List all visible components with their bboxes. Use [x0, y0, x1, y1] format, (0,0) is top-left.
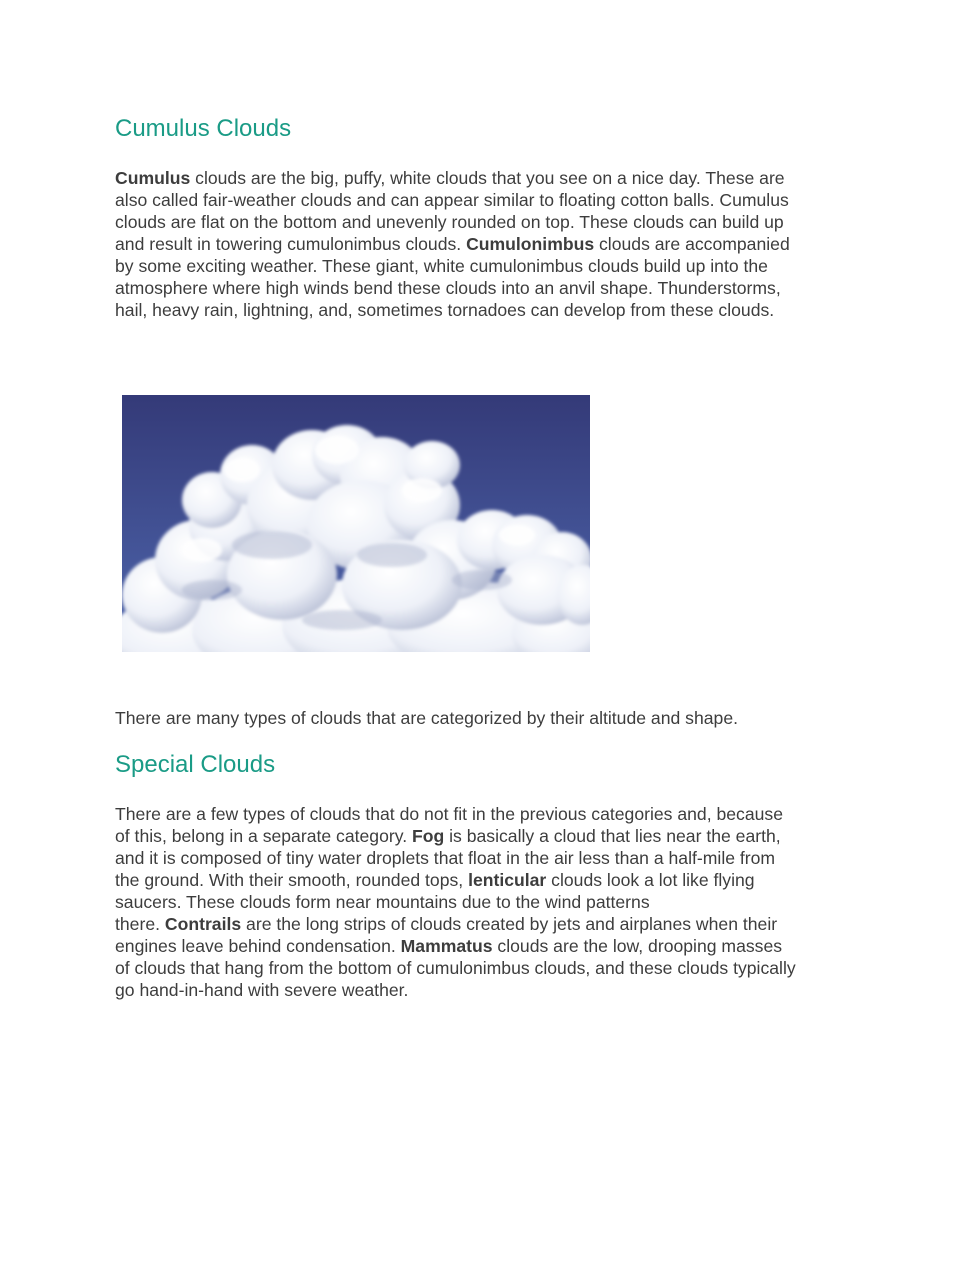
paragraph-line — [115, 825, 875, 847]
text-run: and it is composed of tiny water droplets that float in the air less than a half-mile from — [115, 848, 776, 868]
bold-term: Cumulus — [115, 168, 191, 188]
special-clouds-heading: Special Clouds — [115, 751, 276, 778]
paragraph-line — [115, 957, 875, 979]
text-run: and result in towering cumulonimbus clouds. — [115, 234, 467, 254]
text-run: the ground. With their smooth, rounded tops, — [115, 870, 469, 890]
paragraph-line — [115, 189, 875, 211]
paragraph-line — [115, 891, 875, 913]
text-run: hail, heavy rain, lightning, and, sometimes tornadoes can develop from these clouds. — [115, 300, 775, 320]
text-run: saucers. These clouds form near mountains due to the wind patterns — [115, 892, 650, 912]
text-run: atmosphere where high winds bend these clouds into an anvil shape. Thunderstorms, — [115, 278, 781, 298]
paragraph-line — [115, 979, 875, 1001]
paragraph-line — [115, 299, 875, 321]
text-run: There are a few types of clouds that do not fit in the previous categories and, because — [115, 804, 783, 824]
text-run: are the long strips of clouds created by jets and airplanes when their — [241, 914, 778, 934]
cumulus-heading: Cumulus Clouds — [115, 115, 292, 142]
paragraph-line — [115, 935, 875, 957]
text-run: clouds look a lot like flying — [546, 870, 755, 890]
bold-term: lenticular — [468, 870, 547, 890]
bold-term: Fog — [412, 826, 445, 846]
bold-term: Contrails — [164, 914, 242, 934]
text-run: of clouds that hang from the bottom of cumulonimbus clouds, and these clouds typically — [115, 958, 796, 978]
paragraph-line — [115, 233, 875, 255]
cumulus-paragraph — [115, 167, 875, 321]
paragraph-line — [115, 869, 875, 891]
paragraph-line — [115, 847, 875, 869]
text-run: is basically a cloud that lies near the earth, — [444, 826, 781, 846]
bold-term: Cumulonimbus — [466, 234, 595, 254]
paragraph-line — [115, 803, 875, 825]
cloud-types-paragraph: There are many types of clouds that are categorized by their altitude and shape. — [115, 708, 738, 728]
cumulus-cloud-photo — [122, 395, 590, 652]
bold-term: Mammatus — [400, 936, 493, 956]
text-run: clouds are the low, drooping masses — [492, 936, 783, 956]
text-run: clouds are flat on the bottom and unevenly rounded on top. These clouds can build up — [115, 212, 784, 232]
text-run: by some exciting weather. These giant, white cumulonimbus clouds build up into the — [115, 256, 768, 276]
paragraph-line — [115, 277, 875, 299]
paragraph-line — [115, 211, 875, 233]
special-clouds-paragraph — [115, 803, 875, 1001]
text-run: there. — [115, 914, 165, 934]
text-run: clouds are accompanied — [594, 234, 790, 254]
text-run: clouds are the big, puffy, white clouds that you see on a nice day. These are — [190, 168, 785, 188]
text-run: go hand-in-hand with severe weather. — [115, 980, 409, 1000]
text-run: of this, belong in a separate category. — [115, 826, 412, 846]
paragraph-line — [115, 913, 875, 935]
paragraph-line — [115, 255, 875, 277]
text-run: also called fair-weather clouds and can appear similar to floating cotton balls. Cumulus — [115, 190, 789, 210]
text-run: engines leave behind condensation. — [115, 936, 401, 956]
paragraph-line — [115, 167, 875, 189]
